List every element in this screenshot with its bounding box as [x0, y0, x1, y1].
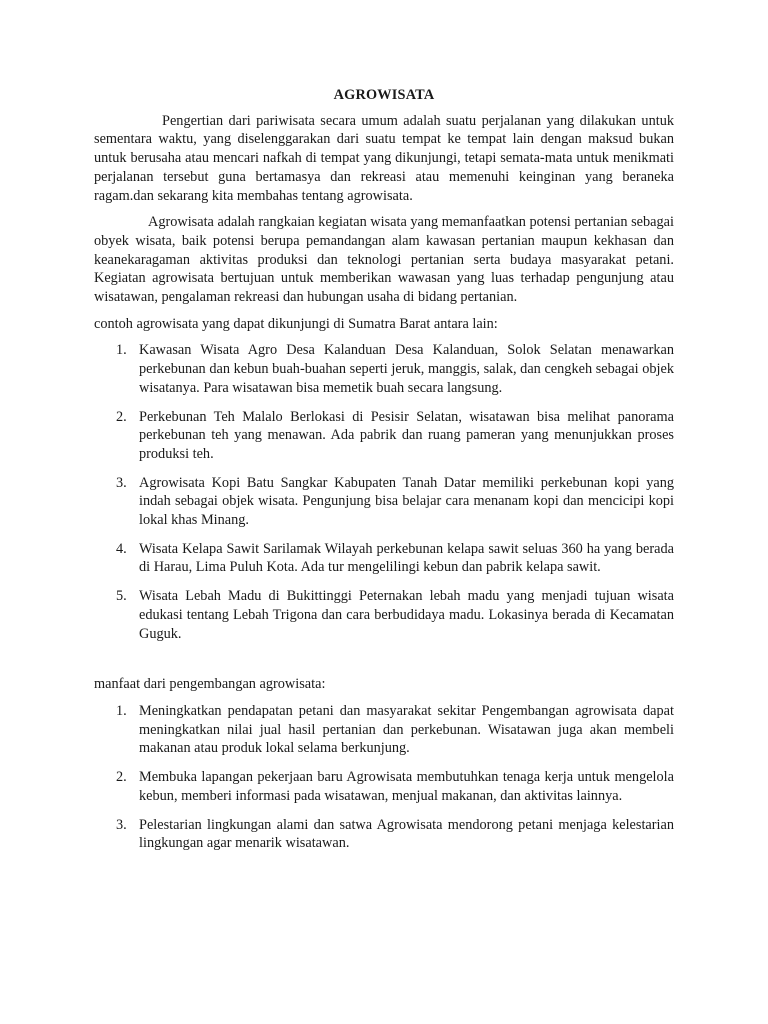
list-item	[94, 587, 674, 643]
list-item-text: Membuka lapangan pekerjaan baru Agrowisata membutuhkan tenaga kerja untuk mengelola kebun, memberi informasi pada wisatawan, menjual makanan, dan aktivitas lainnya.	[139, 769, 674, 804]
document-title: AGROWISATA	[333, 87, 435, 103]
list-number: 3.	[116, 474, 127, 491]
list-item	[94, 540, 674, 577]
benefits-list	[94, 702, 674, 853]
examples-list	[94, 341, 674, 643]
list-number: 4.	[116, 540, 127, 557]
list-item-text: Kawasan Wisata Agro Desa Kalanduan Desa Kalanduan, Solok Selatan menawarkan perkebunan dan kebun buah-buahan seperti jeruk, manggis, salak, dan cengkeh sebagai objek wisatanya. Para wisatawan bisa memetik buah secara langsung.	[139, 342, 674, 396]
list-item-text: Perkebunan Teh Malalo Berlokasi di Pesisir Selatan, wisatawan bisa melihat panorama perkebunan teh yang menawan. Ada pabrik dan ruang pameran yang menunjukkan proses produksi teh.	[139, 408, 674, 462]
list-item	[94, 341, 674, 397]
examples-intro: contoh agrowisata yang dapat dikunjungi di Sumatra Barat antara lain:	[94, 315, 498, 332]
list-item	[94, 768, 674, 805]
section-spacer	[94, 653, 674, 675]
list-item	[94, 408, 674, 464]
list-item-text: Wisata Kelapa Sawit Sarilamak Wilayah perkebunan kelapa sawit seluas 360 ha yang berada di Harau, Lima Puluh Kota. Ada tur mengelilingi kebun dan pabrik kelapa sawit.	[139, 540, 674, 576]
list-item	[94, 816, 674, 853]
list-item-text: Pelestarian lingkungan alami dan satwa Agrowisata mendorong petani menjaga kelestarian lingkungan agar menarik wisatawan.	[139, 816, 674, 852]
list-item-text: Agrowisata Kopi Batu Sangkar Kabupaten Tanah Datar memiliki perkebunan kopi yang indah sebagai objek wisata. Pengunjung bisa belajar cara menanam kopi dan mencicipi kopi lokal khas Minang.	[139, 474, 674, 529]
list-number: 1.	[116, 342, 127, 359]
document-page	[94, 86, 674, 863]
list-number: 5.	[116, 588, 127, 605]
list-item-text: Meningkatkan pendapatan petani dan masyarakat sekitar Pengembangan agrowisata dapat meningkatkan nilai jual hasil pertanian dan perkebunan. Wisatawan juga akan membeli makanan atau produk lokal selama berkunjung.	[139, 702, 674, 757]
intro-paragraph: Pengertian dari pariwisata secara umum adalah suatu perjalanan yang dilakukan untuk sementara waktu, yang diselenggarakan dari suatu tempat ke tempat lain dengan maksud bukan untuk berusaha atau mencari nafkah di tempat yang dikunjungi, tetapi semata-mata untuk menikmati perjalanan tersebut guna bertamasya dan rekreasi atau memenuhi keinginan yang beraneka ragam.dan sekarang kita membahas tentang agrowisata.	[94, 112, 674, 204]
definition-paragraph: Agrowisata adalah rangkaian kegiatan wisata yang memanfaatkan potensi pertanian sebagai obyek wisata, baik potensi berupa pemandangan alam kawasan pertanian maupun kekhasan dan keanekaragaman aktivitas produksi dan teknologi pertanian serta budaya masyarakat petani. Kegiatan agrowisata bertujuan untuk memberikan wawasan yang luas terhadap pengunjung atau wisatawan, pengalaman rekreasi dan hubungan usaha di bidang pertanian.	[94, 214, 674, 306]
list-number: 2.	[116, 408, 127, 425]
benefits-intro: manfaat dari pengembangan agrowisata:	[94, 676, 326, 693]
list-number: 1.	[116, 702, 127, 719]
list-item	[94, 702, 674, 758]
list-item-text: Wisata Lebah Madu di Bukittinggi Peternakan lebah madu yang menjadi tujuan wisata edukasi tentang Lebah Trigona dan cara berbudidaya madu. Lokasinya berada di Kecamatan Guguk.	[139, 588, 674, 642]
list-item	[94, 474, 674, 530]
list-number: 3.	[116, 816, 127, 833]
list-number: 2.	[116, 769, 127, 786]
